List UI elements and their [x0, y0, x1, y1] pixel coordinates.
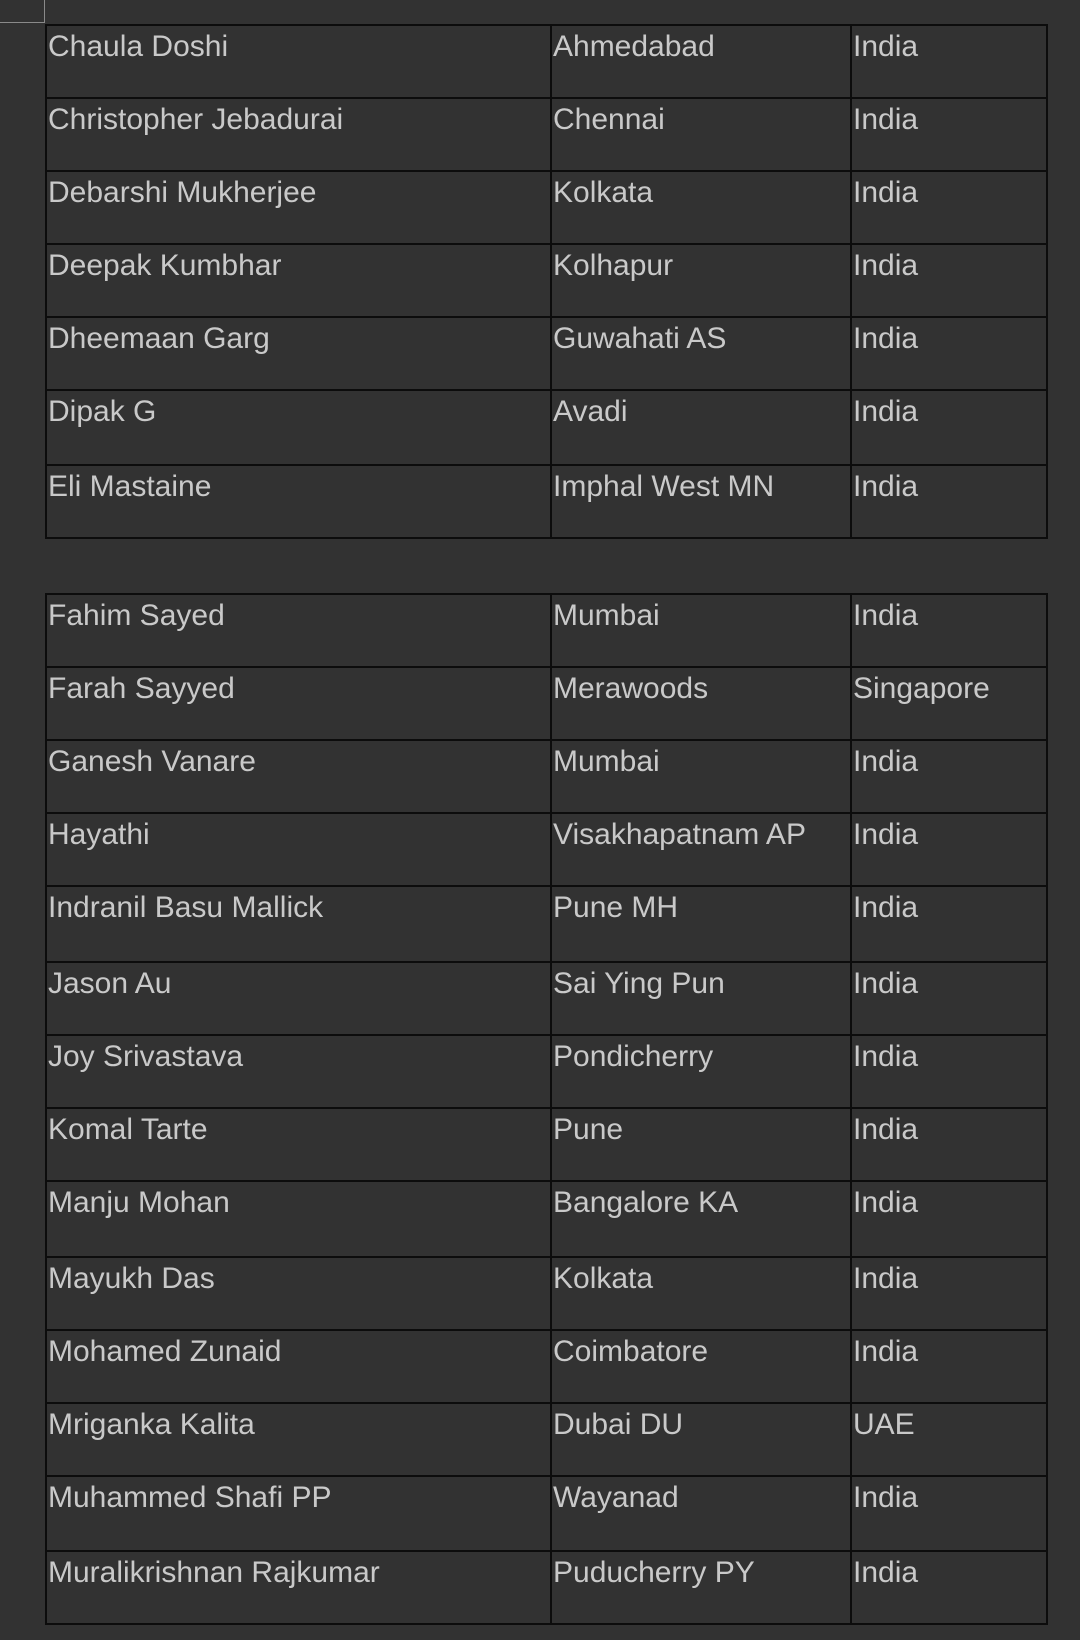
table-row [46, 1403, 1047, 1476]
country-cell[interactable]: India [851, 465, 1047, 538]
name-cell[interactable]: Christopher Jebadurai [46, 98, 551, 171]
city-cell[interactable]: Avadi [551, 390, 851, 465]
country-cell[interactable]: India [851, 1181, 1047, 1257]
name-cell[interactable]: Manju Mohan [46, 1181, 551, 1257]
city-cell[interactable]: Sai Ying Pun [551, 962, 851, 1035]
name-cell[interactable]: Mohamed Zunaid [46, 1330, 551, 1403]
country-cell[interactable]: India [851, 1108, 1047, 1181]
table-row [46, 317, 1047, 390]
city-cell[interactable]: Dubai DU [551, 1403, 851, 1476]
table-row [46, 1181, 1047, 1257]
city-cell[interactable]: Kolhapur [551, 244, 851, 317]
table-row [46, 886, 1047, 962]
name-cell[interactable]: Dheemaan Garg [46, 317, 551, 390]
text-boundary-corner-mark [0, 0, 45, 23]
city-cell[interactable]: Merawoods [551, 667, 851, 740]
city-cell[interactable]: Mumbai [551, 594, 851, 667]
country-cell[interactable]: India [851, 1257, 1047, 1330]
country-cell[interactable]: India [851, 740, 1047, 813]
table-row [46, 1330, 1047, 1403]
city-cell[interactable]: Wayanad [551, 1476, 851, 1551]
name-cell[interactable]: Joy Srivastava [46, 1035, 551, 1108]
name-cell[interactable]: Eli Mastaine [46, 465, 551, 538]
name-cell[interactable]: Hayathi [46, 813, 551, 886]
city-cell[interactable]: Pondicherry [551, 1035, 851, 1108]
name-cell[interactable]: Chaula Doshi [46, 25, 551, 98]
country-cell[interactable]: India [851, 244, 1047, 317]
table-row [46, 244, 1047, 317]
table-row [46, 1257, 1047, 1330]
name-cell[interactable]: Muralikrishnan Rajkumar [46, 1551, 551, 1624]
country-cell[interactable]: India [851, 886, 1047, 962]
table-row [46, 25, 1047, 98]
name-cell[interactable]: Mayukh Das [46, 1257, 551, 1330]
city-cell[interactable]: Pune [551, 1108, 851, 1181]
country-cell[interactable]: India [851, 390, 1047, 465]
name-cell[interactable]: Ganesh Vanare [46, 740, 551, 813]
members-table-2 [45, 593, 1048, 1625]
city-cell[interactable]: Visakhapatnam AP [551, 813, 851, 886]
table-row [46, 594, 1047, 667]
city-cell[interactable]: Ahmedabad [551, 25, 851, 98]
country-cell[interactable]: India [851, 813, 1047, 886]
city-cell[interactable]: Chennai [551, 98, 851, 171]
name-cell[interactable]: Farah Sayyed [46, 667, 551, 740]
name-cell[interactable]: Fahim Sayed [46, 594, 551, 667]
city-cell[interactable]: Kolkata [551, 171, 851, 244]
table-row [46, 98, 1047, 171]
country-cell[interactable]: UAE [851, 1403, 1047, 1476]
country-cell[interactable]: India [851, 1476, 1047, 1551]
members-table-1 [45, 24, 1048, 539]
table-row [46, 1108, 1047, 1181]
city-cell[interactable]: Pune MH [551, 886, 851, 962]
table-row [46, 667, 1047, 740]
country-cell[interactable]: India [851, 594, 1047, 667]
table-row [46, 1035, 1047, 1108]
table-row [46, 390, 1047, 465]
city-cell[interactable]: Coimbatore [551, 1330, 851, 1403]
table-row [46, 465, 1047, 538]
table-row [46, 1551, 1047, 1624]
name-cell[interactable]: Muhammed Shafi PP [46, 1476, 551, 1551]
city-cell[interactable]: Mumbai [551, 740, 851, 813]
table-row [46, 171, 1047, 244]
country-cell[interactable]: India [851, 317, 1047, 390]
name-cell[interactable]: Dipak G [46, 390, 551, 465]
country-cell[interactable]: India [851, 171, 1047, 244]
country-cell[interactable]: Singapore [851, 667, 1047, 740]
city-cell[interactable]: Guwahati AS [551, 317, 851, 390]
name-cell[interactable]: Jason Au [46, 962, 551, 1035]
table-row [46, 962, 1047, 1035]
country-cell[interactable]: India [851, 1035, 1047, 1108]
table-row [46, 813, 1047, 886]
name-cell[interactable]: Indranil Basu Mallick [46, 886, 551, 962]
city-cell[interactable]: Puducherry PY [551, 1551, 851, 1624]
country-cell[interactable]: India [851, 962, 1047, 1035]
country-cell[interactable]: India [851, 98, 1047, 171]
city-cell[interactable]: Bangalore KA [551, 1181, 851, 1257]
name-cell[interactable]: Debarshi Mukherjee [46, 171, 551, 244]
name-cell[interactable]: Mriganka Kalita [46, 1403, 551, 1476]
table-row [46, 740, 1047, 813]
city-cell[interactable]: Kolkata [551, 1257, 851, 1330]
name-cell[interactable]: Komal Tarte [46, 1108, 551, 1181]
name-cell[interactable]: Deepak Kumbhar [46, 244, 551, 317]
country-cell[interactable]: India [851, 25, 1047, 98]
country-cell[interactable]: India [851, 1551, 1047, 1624]
city-cell[interactable]: Imphal West MN [551, 465, 851, 538]
table-row [46, 1476, 1047, 1551]
country-cell[interactable]: India [851, 1330, 1047, 1403]
